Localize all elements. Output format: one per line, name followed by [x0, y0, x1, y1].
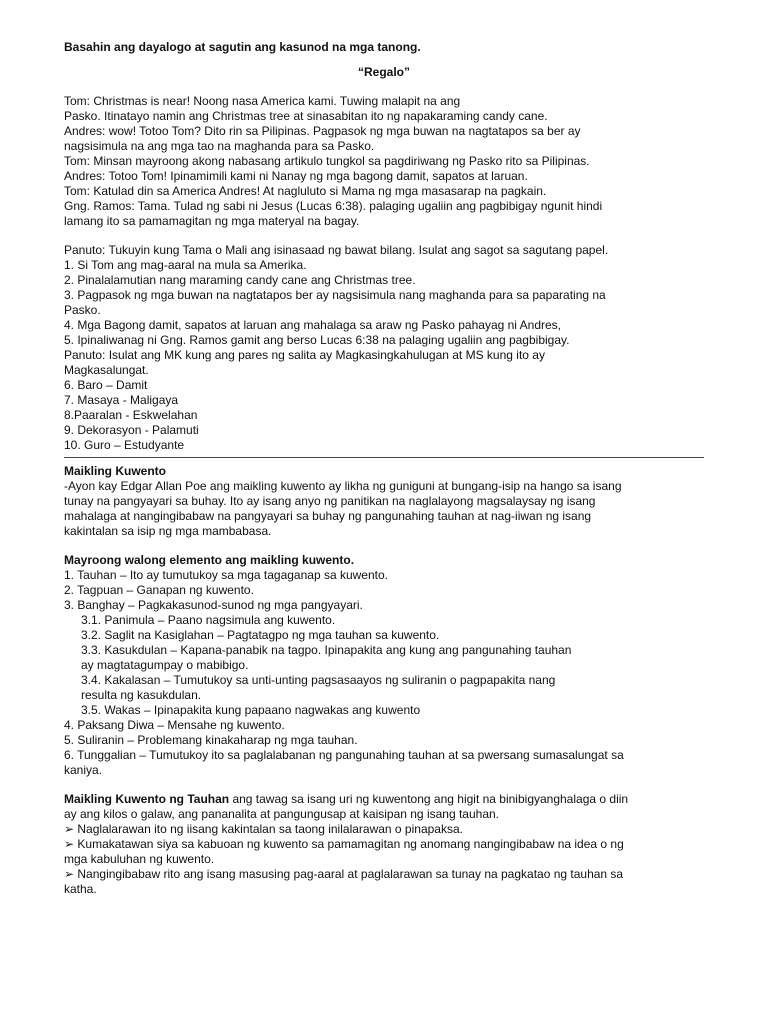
- document-content: [64, 40, 704, 897]
- exercise-line: 5. Ipinaliwanag ni Gng. Ramos gamit ang berso Lucas 6:38 na palaging ugaliin ang pagbibigay.: [64, 333, 570, 347]
- dialogue-line: Tom: Christmas is near! Noong nasa America kami. Tuwing malapit na ang: [64, 94, 461, 108]
- exercise-line: 6. Baro – Damit: [64, 378, 148, 392]
- tauhan-line: mga kabuluhan ng kuwento.: [64, 852, 215, 866]
- tauhan-term: Maikling Kuwento ng Tauhan: [64, 792, 230, 806]
- exercise-line: 9. Dekorasyon - Palamuti: [64, 423, 199, 437]
- exercises-section: [64, 243, 704, 453]
- elemento-subline: 3.3. Kasukdulan – Kapana-panabik na tagpo. Ipinapakita ang kung ang pangunahing tauhan: [81, 643, 572, 657]
- dialogue-line: nagsisimula na ang mga tao na maghanda para sa Pasko.: [64, 139, 375, 153]
- tauhan-bullet: ➢ Nangingibabaw rito ang isang masusing pag-aaral at paglalarawan sa tunay na pagkatao ng tauhan sa: [64, 867, 624, 881]
- elemento-line: 2. Tagpuan – Ganapan ng kuwento.: [64, 583, 254, 597]
- dialogue-line: Tom: Katulad din sa America Andres! At nagluluto si Mama ng mga masasarap na pagkain.: [64, 184, 547, 198]
- exercise-line: Panuto: Isulat ang MK kung ang pares ng salita ay Magkasingkahulugan at MS kung ito ay: [64, 348, 545, 362]
- dialogue-line: Tom: Minsan mayroong akong nabasang artikulo tungkol sa pagdiriwang ng Pasko rito sa Pilipinas.: [64, 154, 590, 168]
- elemento-subline: 3.5. Wakas – Ipinapakita kung papaano nagwakas ang kuwento: [81, 703, 421, 717]
- elemento-heading: Mayroong walong elemento ang maikling kuwento.: [64, 553, 355, 567]
- definition-line: kakintalan sa isip ng mga mambabasa.: [64, 524, 272, 538]
- elemento-line: 1. Tauhan – Ito ay tumutukoy sa mga tagaganap sa kuwento.: [64, 568, 388, 582]
- tauhan-first-line-rest: ang tawag sa isang uri ng kuwentong ang higit na binibigyanghalaga o diin: [229, 792, 629, 806]
- maikling-kuwento-section: [64, 464, 704, 539]
- tauhan-bullet: ➢ Naglalarawan ito ng iisang kakintalan sa taong inilalarawan o pinapaksa.: [64, 822, 463, 836]
- maikling-kuwento-heading: Maikling Kuwento: [64, 464, 166, 478]
- instructions-heading: Basahin ang dayalogo at sagutin ang kasunod na mga tanong.: [64, 40, 421, 54]
- tauhan-bullet: ➢ Kumakatawan siya sa kabuoan ng kuwento sa pamamagitan ng anomang nangingibabaw na idea o ng: [64, 837, 624, 851]
- exercise-line: 3. Pagpasok ng mga buwan na nagtatapos ber ay nagsisimula nang maghanda para sa paparating na: [64, 288, 606, 302]
- dialogue-line: Gng. Ramos: Tama. Tulad ng sabi ni Jesus (Lucas 6:38). palaging ugaliin ang pagbibigay ngunit hindi: [64, 199, 603, 213]
- definition-line: mahalaga at nangingibabaw na pangyayari sa buhay ng pangunahing tauhan at nag-iiwan ng isang: [64, 509, 592, 523]
- exercise-line: Pasko.: [64, 303, 101, 317]
- elemento-subline: ay magtatagumpay o mabibigo.: [81, 658, 249, 672]
- exercise-line: 8.Paaralan - Eskwelahan: [64, 408, 198, 422]
- elemento-subline: resulta ng kasukdulan.: [81, 688, 202, 702]
- elemento-line: 6. Tunggalian – Tumutukoy ito sa paglalabanan ng pangunahing tauhan at sa pwersang sumasalungat sa: [64, 748, 624, 762]
- elemento-subline: 3.4. Kakalasan – Tumutukoy sa unti-unting pagsasaayos ng suliranin o pagpapakita nang: [81, 673, 556, 687]
- exercise-line: Magkasalungat.: [64, 363, 149, 377]
- definition-line: -Ayon kay Edgar Allan Poe ang maikling kuwento ay likha ng guniguni at bungang-isip na hango sa isang: [64, 479, 622, 493]
- tauhan-first-line: [64, 792, 704, 807]
- tauhan-line: ay ang kilos o galaw, ang pananalita at pangungusap at kaisipan ng isang tauhan.: [64, 807, 499, 821]
- tauhan-section: [64, 792, 704, 897]
- exercise-line: 4. Mga Bagong damit, sapatos at laruan ang mahalaga sa araw ng Pasko pahayag ni Andres,: [64, 318, 561, 332]
- definition-line: tunay na pangyayari sa buhay. Ito ay isang anyo ng panitikan na naglalayong magsalaysay ng isang: [64, 494, 596, 508]
- tauhan-line: katha.: [64, 882, 97, 896]
- elemento-subline: 3.1. Panimula – Paano nagsimula ang kuwento.: [81, 613, 336, 627]
- exercise-line: 10. Guro – Estudyante: [64, 438, 185, 452]
- elemento-subline: 3.2. Saglit na Kasiglahan – Pagtatagpo ng mga tauhan sa kuwento.: [81, 628, 440, 642]
- elemento-section: [64, 553, 704, 778]
- exercise-line: Panuto: Tukuyin kung Tama o Mali ang isinasaad ng bawat bilang. Isulat ang sagot sa sagutang papel.: [64, 243, 609, 257]
- section-divider: [64, 457, 704, 458]
- dialogue-line: Pasko. Itinatayo namin ang Christmas tree at sinasabitan ito ng napakaraming candy cane.: [64, 109, 548, 123]
- elemento-line: 5. Suliranin – Problemang kinakaharap ng mga tauhan.: [64, 733, 358, 747]
- dialogue-title: “Regalo”: [357, 65, 410, 79]
- dialogue-line: Andres: wow! Totoo Tom? Dito rin sa Pilipinas. Pagpasok ng mga buwan na nagtatapos sa ber ay: [64, 124, 581, 138]
- dialogue-line: lamang ito sa pamamagitan ng mga materyal na bagay.: [64, 214, 360, 228]
- elemento-line: 4. Paksang Diwa – Mensahe ng kuwento.: [64, 718, 285, 732]
- dialogue-section: [64, 94, 704, 229]
- elemento-line: 3. Banghay – Pagkakasunod-sunod ng mga pangyayari.: [64, 598, 363, 612]
- exercise-line: 2. Pinalalamutian nang maraming candy cane ang Christmas tree.: [64, 273, 416, 287]
- elemento-line: kaniya.: [64, 763, 103, 777]
- dialogue-line: Andres: Totoo Tom! Ipinamimili kami ni Nanay ng mga bagong damit, sapatos at laruan.: [64, 169, 528, 183]
- exercise-line: 1. Si Tom ang mag-aaral na mula sa Amerika.: [64, 258, 307, 272]
- exercise-line: 7. Masaya - Maligaya: [64, 393, 179, 407]
